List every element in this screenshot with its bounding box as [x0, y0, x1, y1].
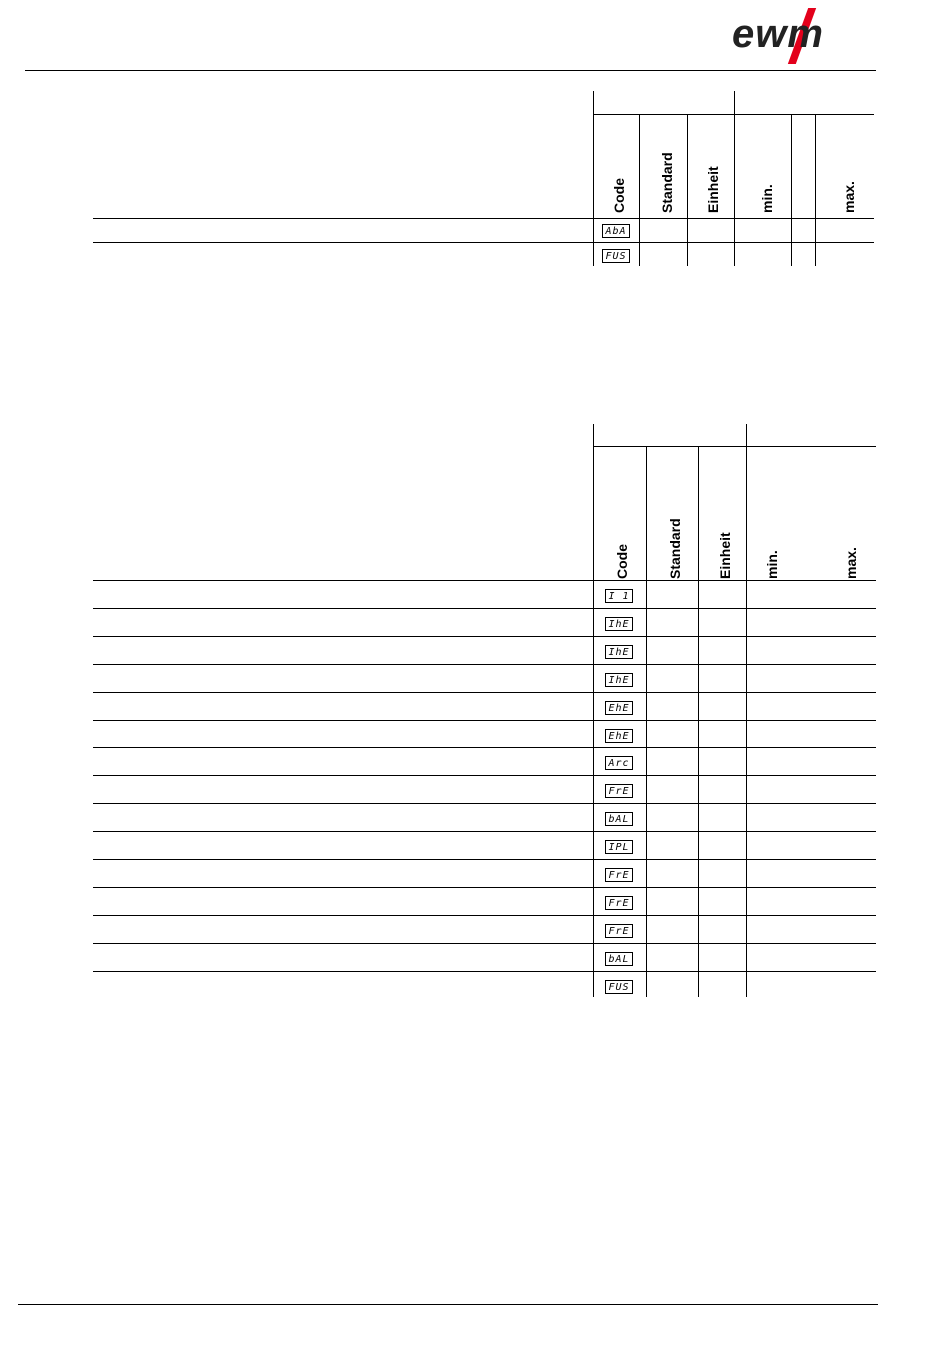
col-header-standard: Standard — [667, 518, 683, 579]
col-header-code: Code — [611, 178, 627, 213]
row-separator — [93, 580, 876, 581]
code-display: FrE — [605, 924, 633, 938]
code-display: Arc — [605, 756, 633, 770]
code-display: FrE — [605, 896, 633, 910]
row-separator — [93, 943, 876, 944]
col-header-code: Code — [614, 544, 630, 579]
code-display: FrE — [605, 868, 633, 882]
col-header-min: min. — [764, 550, 780, 579]
code-display: bAL — [605, 812, 633, 826]
row-separator — [93, 720, 876, 721]
row-separator — [93, 664, 876, 665]
code-display: FUS — [602, 249, 630, 263]
row-separator — [93, 803, 876, 804]
row-separator — [93, 887, 876, 888]
row-separator — [93, 636, 876, 637]
code-display: IPL — [605, 840, 633, 854]
code-display: bAL — [605, 952, 633, 966]
code-display: IhE — [605, 645, 633, 659]
footer-rule — [18, 1304, 878, 1305]
logo-text: ewm — [732, 12, 824, 56]
code-display: IhE — [605, 673, 633, 687]
row-separator — [93, 608, 876, 609]
row-separator — [93, 915, 876, 916]
col-header-einheit: Einheit — [717, 532, 733, 579]
col-header-standard: Standard — [659, 152, 675, 213]
row-separator — [93, 775, 876, 776]
col-header-min: min. — [759, 184, 775, 213]
row-separator — [93, 831, 876, 832]
col-header-max: max. — [841, 181, 857, 213]
ewm-logo — [732, 6, 862, 62]
code-display: I 1 — [605, 589, 633, 603]
row-separator — [93, 692, 876, 693]
row-separator — [93, 747, 876, 748]
row-separator — [93, 971, 876, 972]
row-separator — [93, 859, 876, 860]
header-rule — [25, 70, 876, 71]
code-display: FrE — [605, 784, 633, 798]
col-header-einheit: Einheit — [705, 166, 721, 213]
code-display: AbA — [602, 224, 630, 238]
code-display: FUS — [605, 980, 633, 994]
col-header-max: max. — [843, 547, 859, 579]
code-display: EhE — [605, 701, 633, 715]
code-display: EhE — [605, 729, 633, 743]
code-display: IhE — [605, 617, 633, 631]
